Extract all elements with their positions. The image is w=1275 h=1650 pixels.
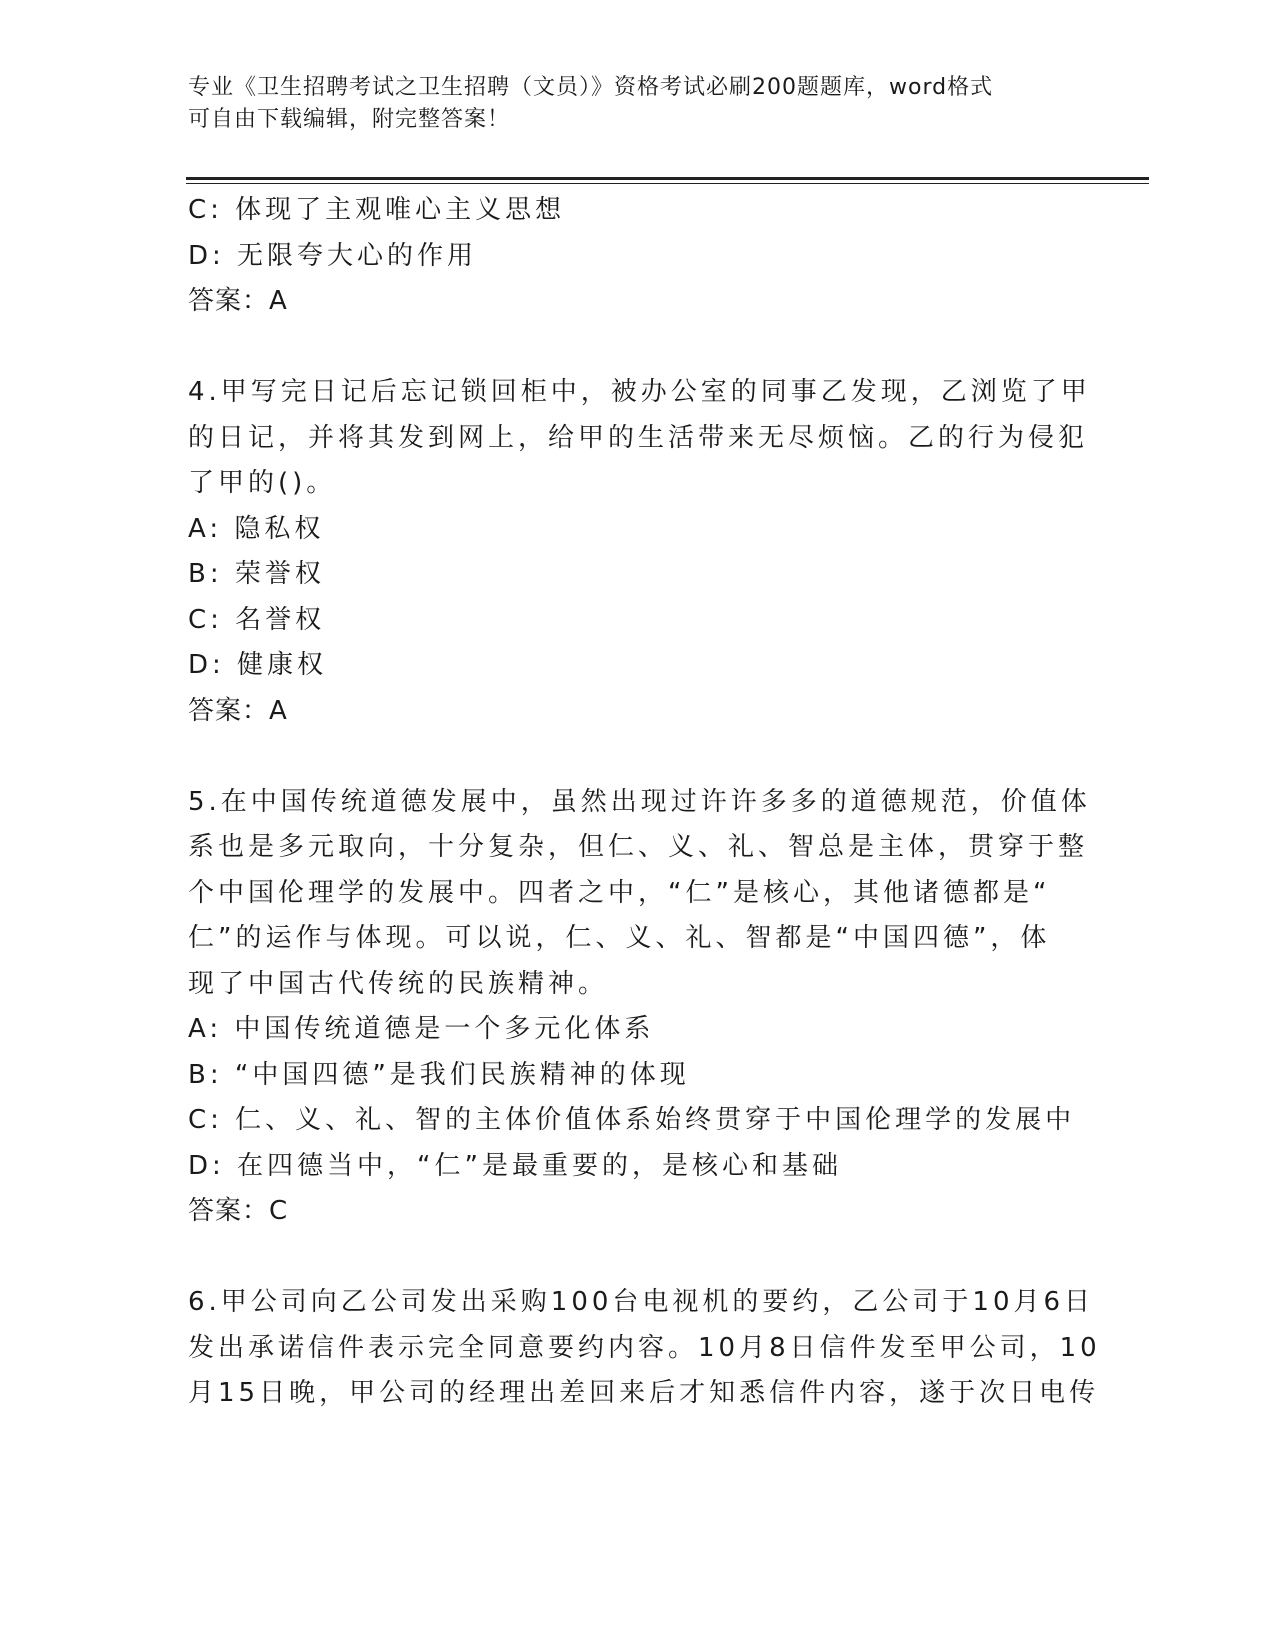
spacer [188, 734, 1088, 780]
q4-answer: 答案：A [188, 695, 288, 726]
q5-stem-line: 仁”的运作与体现。可以说，仁、义、礼、智都是“中国四德”，体 [188, 923, 1051, 953]
q6-stem-line: 6.甲公司向乙公司发出采购100台电视机的要约，乙公司于10月6日 [188, 1287, 1095, 1317]
document-header [188, 72, 1068, 136]
q5-option-b: B: “中国四德”是我们民族精神的体现 [188, 1059, 690, 1090]
q5-stem-line: 现了中国古代传统的民族精神。 [188, 968, 609, 999]
spacer [188, 325, 1088, 371]
q5-stem-line: 5.在中国传统道德发展中，虽然出现过许许多多的道德规范，价值体 [188, 786, 1091, 817]
header-divider-thick [186, 177, 1149, 180]
q4-option-a: A: 隐私权 [188, 513, 325, 544]
q5-answer: 答案：C [188, 1196, 289, 1226]
q4-stem-line: 了甲的()。 [188, 468, 337, 498]
q3-option-d: D: 无限夸大心的作用 [188, 240, 478, 271]
q4-option-d: D: 健康权 [188, 650, 328, 680]
q4-option-b: B: 荣誉权 [188, 559, 325, 589]
q5-option-d: D: 在四德当中，“仁”是最重要的，是核心和基础 [188, 1150, 842, 1181]
q3-option-c: C: 体现了主观唯心主义思想 [188, 195, 566, 225]
q4-stem-line: 4.甲写完日记后忘记锁回柜中，被办公室的同事乙发现，乙浏览了甲 [188, 377, 1091, 407]
q5-option-a: A: 中国传统道德是一个多元化体系 [188, 1014, 655, 1044]
q6-stem-line: 月15日晚，甲公司的经理出差回来后才知悉信件内容，遂于次日电传 [188, 1378, 1100, 1408]
q6-stem-line: 发出承诺信件表示完全同意要约内容。10月8日信件发至甲公司，10 [188, 1332, 1101, 1363]
q3-answer: 答案：A [188, 286, 288, 316]
q5-option-c: C: 仁、义、礼、智的主体价值体系始终贯穿于中国伦理学的发展中 [188, 1105, 1076, 1135]
spacer [188, 1235, 1088, 1281]
q5-stem-line: 系也是多元取向，十分复杂，但仁、义、礼、智总是主体，贯穿于整 [188, 832, 1089, 862]
q4-option-c: C: 名誉权 [188, 604, 326, 635]
q5-stem-line: 个中国伦理学的发展中。四者之中，“仁”是核心，其他诸德都是“ [188, 877, 1051, 908]
header-line-1: 专业《卫生招聘考试之卫生招聘（文员）》资格考试必刷200题题库，word格式 [188, 75, 994, 100]
document-body [188, 188, 1101, 1417]
q4-stem-line: 的日记，并将其发到网上，给甲的生活带来无尽烦恼。乙的行为侵犯 [188, 422, 1089, 453]
header-line-2: 可自由下载编辑，附完整答案！ [188, 107, 511, 132]
header-divider-thin [186, 183, 1149, 184]
